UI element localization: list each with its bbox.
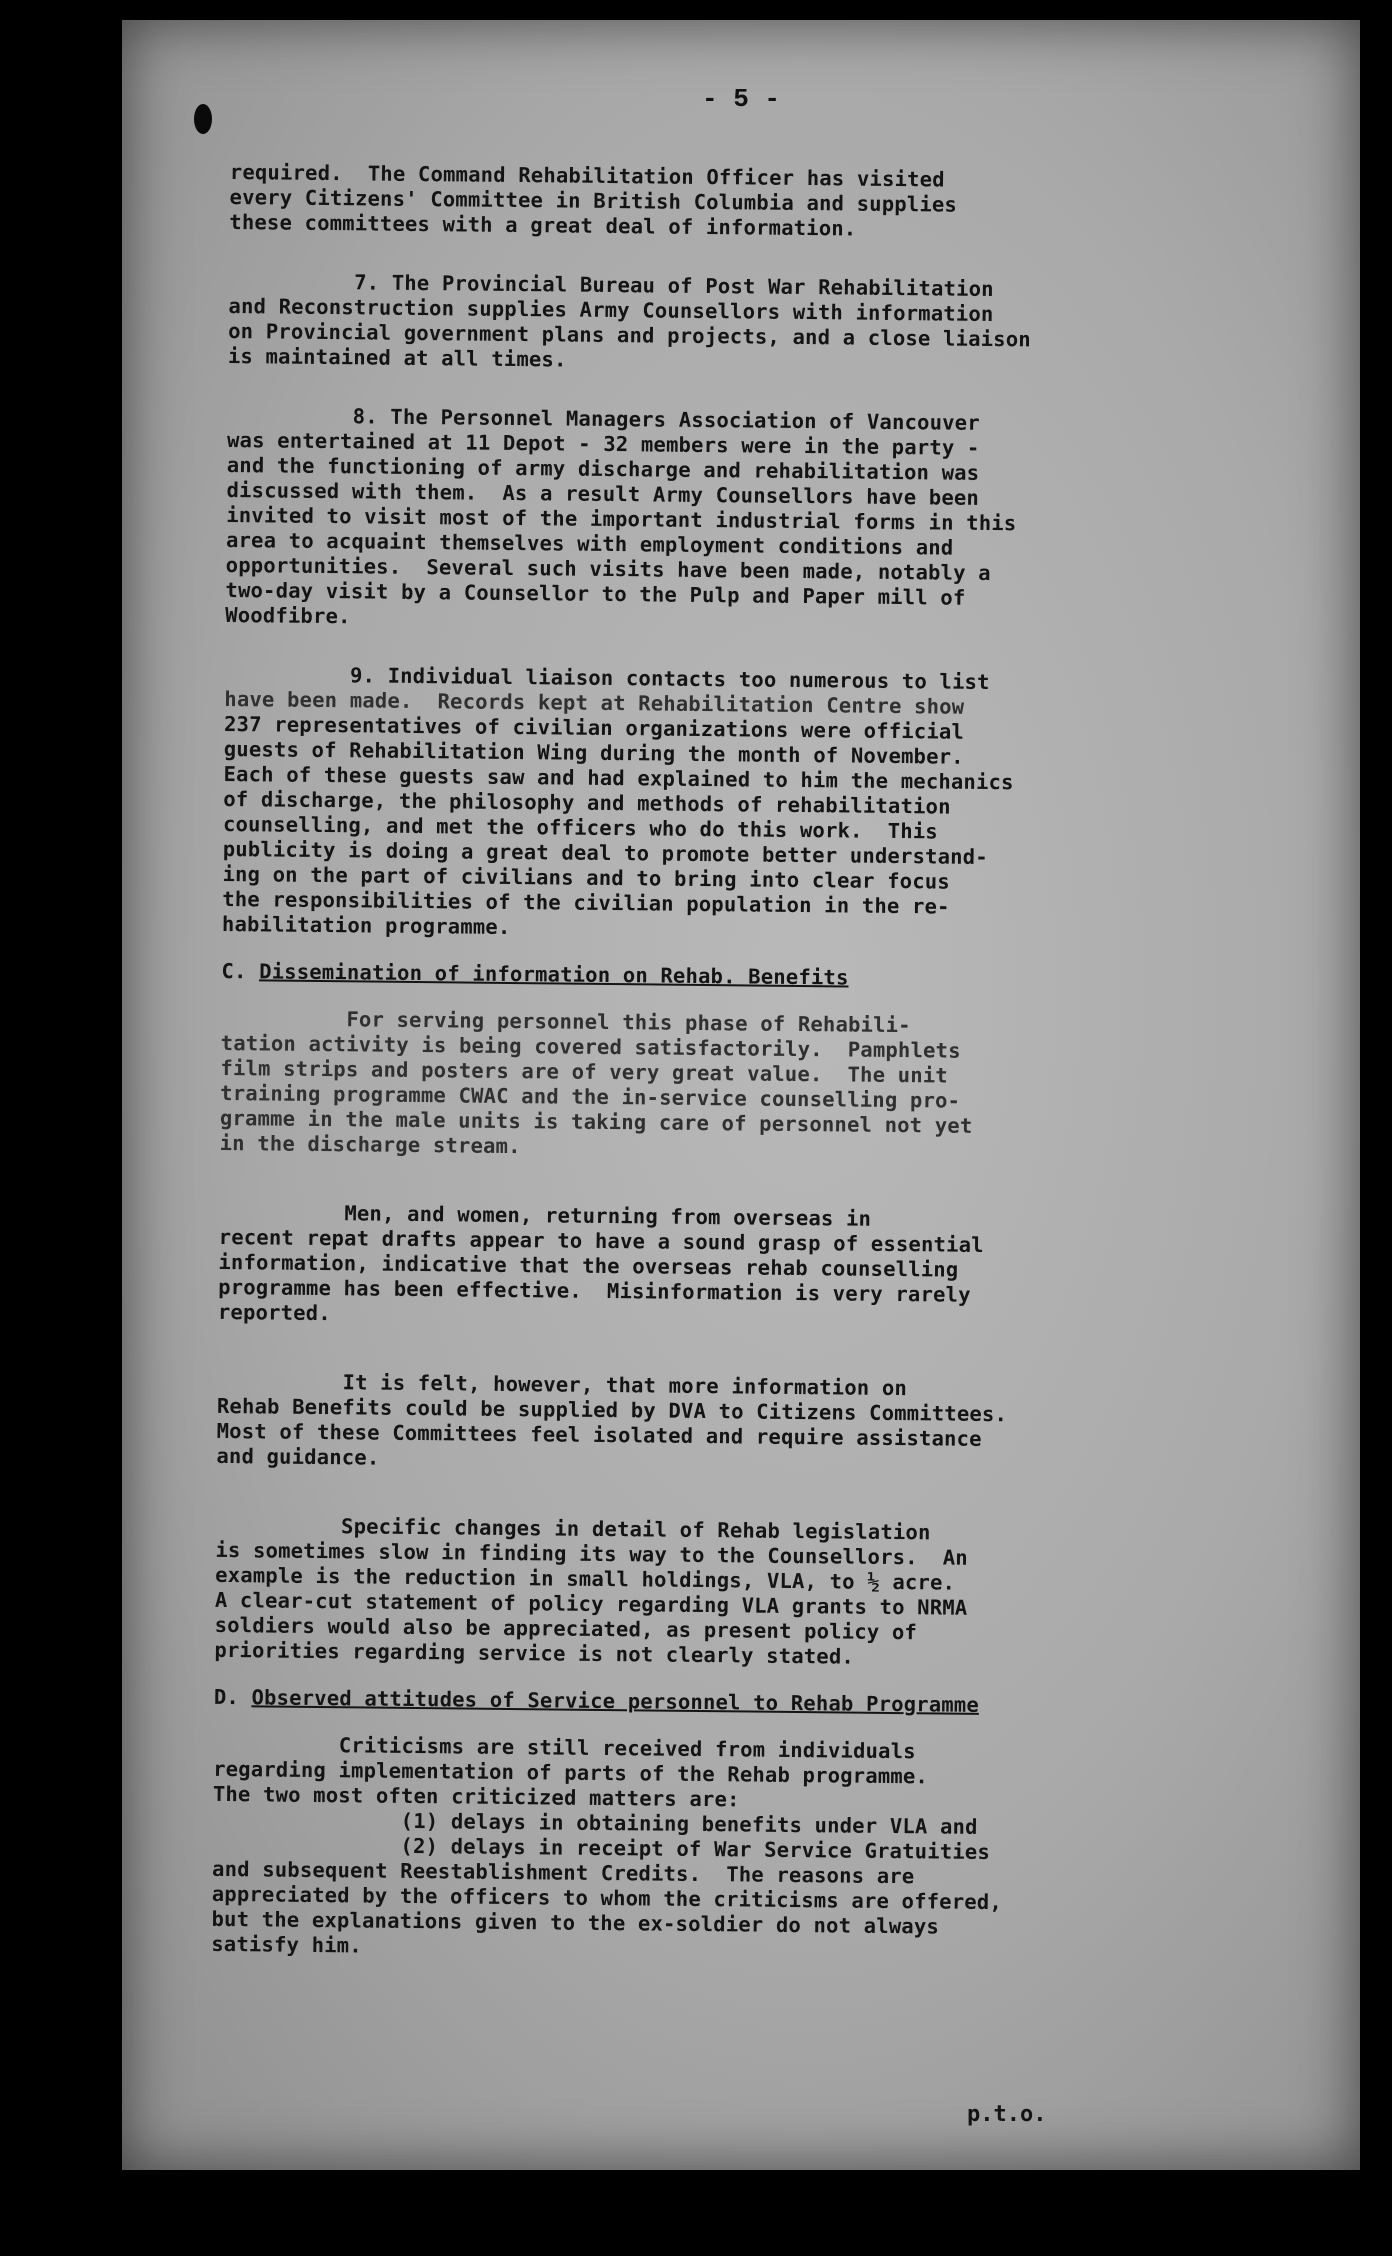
text-line: The two most often criticized matters are: xyxy=(212,1781,740,1812)
text-line: is sometimes slow in finding its way to the Counsellors. An xyxy=(215,1537,969,1570)
text-line: 7. The Provincial Bureau of Post War Rehabilitation xyxy=(228,268,994,302)
text-line: For serving personnel this phase of Rehabili- xyxy=(220,1005,911,1038)
text-line: and guidance. xyxy=(216,1443,380,1470)
text-line: satisfy him. xyxy=(211,1931,362,1958)
text-line: Men, and women, returning from overseas in xyxy=(218,1199,872,1231)
text-line: opportunities. Several such visits have been made, notably a xyxy=(225,552,991,585)
section-c-paragraph-1 xyxy=(220,1006,1262,1167)
text-line: have been made. Records kept at Rehabilitation Centre show xyxy=(224,686,965,719)
text-line: It is felt, however, that more information on xyxy=(217,1368,908,1401)
section-c-title: Dissemination of information on Rehab. Benefits xyxy=(259,959,849,990)
text-line: appreciated by the officers to whom the criticisms are offered, xyxy=(211,1881,1003,1915)
text-line: tation activity is being covered satisfactorily. Pamphlets xyxy=(220,1030,961,1063)
section-d-letter: D. xyxy=(213,1684,240,1710)
text-line: Specific changes in detail of Rehab legislation xyxy=(215,1512,931,1545)
text-line: and subsequent Reestablishment Credits. The reasons are xyxy=(211,1856,915,1889)
text-line: Most of these Committees feel isolated and require assistance xyxy=(216,1418,982,1451)
page-number: - 5 - xyxy=(701,84,780,114)
text-line: and the functioning of army discharge and rehabilitation was xyxy=(226,452,980,485)
text-line: regarding implementation of parts of the Rehab programme. xyxy=(213,1756,929,1789)
text-line: counselling, and met the officers who do this work. This xyxy=(222,811,939,844)
text-line: area to acquaint themselves with employment conditions and xyxy=(225,527,954,560)
section-d-title: Observed attitudes of Service personnel to Rehab Programme xyxy=(251,1685,980,1717)
text-line: the responsibilities of the civilian population in the re- xyxy=(222,886,950,919)
section-c-paragraph-2 xyxy=(218,1200,1259,1336)
text-line: invited to visit most of the important industrial forms in this xyxy=(226,502,1017,536)
paragraph-9 xyxy=(222,662,1265,948)
text-line: guests of Rehabilitation Wing during the month of November. xyxy=(223,736,964,769)
text-line: was entertained at 11 Depot - 32 members were in the party - xyxy=(226,427,980,460)
text-line: ing on the part of civilians and to bring into clear focus xyxy=(222,861,951,894)
text-line: (2) delays in receipt of War Service Gratuities xyxy=(212,1831,991,1865)
text-line: two-day visit by a Counsellor to the Pulp and Paper mill of xyxy=(225,577,966,610)
text-line: every Citizens' Committee in British Columbia and supplies xyxy=(229,184,958,217)
section-c-letter: C. xyxy=(221,958,247,984)
text-line: information, indicative that the overseas rehab counselling xyxy=(218,1249,959,1282)
text-line: Woodfibre. xyxy=(225,602,351,629)
text-line: on Provincial government plans and projects, and a close liaison xyxy=(228,318,1031,352)
text-line: discussed with them. As a result Army Counsellors have been xyxy=(226,477,980,510)
text-line: and Reconstruction supplies Army Counsellors with information xyxy=(228,293,994,327)
text-line: film strips and posters are of very great value. The unit xyxy=(220,1055,949,1088)
text-line: required. The Command Rehabilitation Officer has visited xyxy=(229,160,945,192)
text-line: publicity is doing a great deal to promote better understand- xyxy=(222,836,988,869)
text-line: soldiers would also be appreciated, as present policy of xyxy=(214,1612,918,1645)
text-line: 8. The Personnel Managers Association of Vancouver xyxy=(227,402,980,435)
text-line: priorities regarding service is not clearly stated. xyxy=(214,1637,855,1669)
text-line: gramme in the male units is taking care of personnel not yet xyxy=(219,1105,973,1138)
text-line: Criticisms are still received from individuals xyxy=(213,1731,916,1764)
section-d-paragraph-1 xyxy=(211,1732,1253,1968)
text-line: Each of these guests saw and had explained to him the mechanics xyxy=(223,761,1014,795)
text-line: 9. Individual liaison contacts too numerous to list xyxy=(224,661,990,694)
text-line: in the discharge stream. xyxy=(219,1130,521,1159)
text-line: is maintained at all times. xyxy=(227,343,567,372)
text-line: example is the reduction in small holdings, VLA, to ½ acre. xyxy=(215,1562,956,1595)
text-line: Rehab Benefits could be supplied by DVA to Citizens Committees. xyxy=(216,1393,1008,1427)
paragraph-continuation xyxy=(229,160,1270,246)
text-line: A clear-cut statement of policy regarding VLA grants to NRMA xyxy=(214,1587,968,1620)
text-line: 237 representatives of civilian organizations were official xyxy=(223,711,965,744)
text-line: habilitation programme. xyxy=(221,911,511,939)
paragraph-8 xyxy=(225,403,1267,639)
text-line: recent repat drafts appear to have a sound grasp of essential xyxy=(218,1224,984,1257)
text-line: but the explanations given to the ex-soldier do not always xyxy=(211,1906,940,1939)
text-line: programme has been effective. Misinformation is very rarely xyxy=(218,1274,971,1307)
text-line: these committees with a great deal of information. xyxy=(229,209,857,241)
document-page xyxy=(122,20,1360,2170)
paragraph-7 xyxy=(228,269,1269,380)
pto-note: p.t.o. xyxy=(967,2102,1047,2127)
text-line: of discharge, the philosophy and methods of rehabilitation xyxy=(223,786,951,819)
section-c-paragraph-3 xyxy=(216,1369,1257,1480)
text-line: training programme CWAC and the in-service counselling pro- xyxy=(220,1080,961,1113)
text-line: (1) delays in obtaining benefits under VLA and xyxy=(212,1806,978,1839)
section-c-paragraph-4 xyxy=(214,1513,1256,1674)
document-body xyxy=(211,160,1270,1968)
text-line: reported. xyxy=(217,1299,331,1326)
